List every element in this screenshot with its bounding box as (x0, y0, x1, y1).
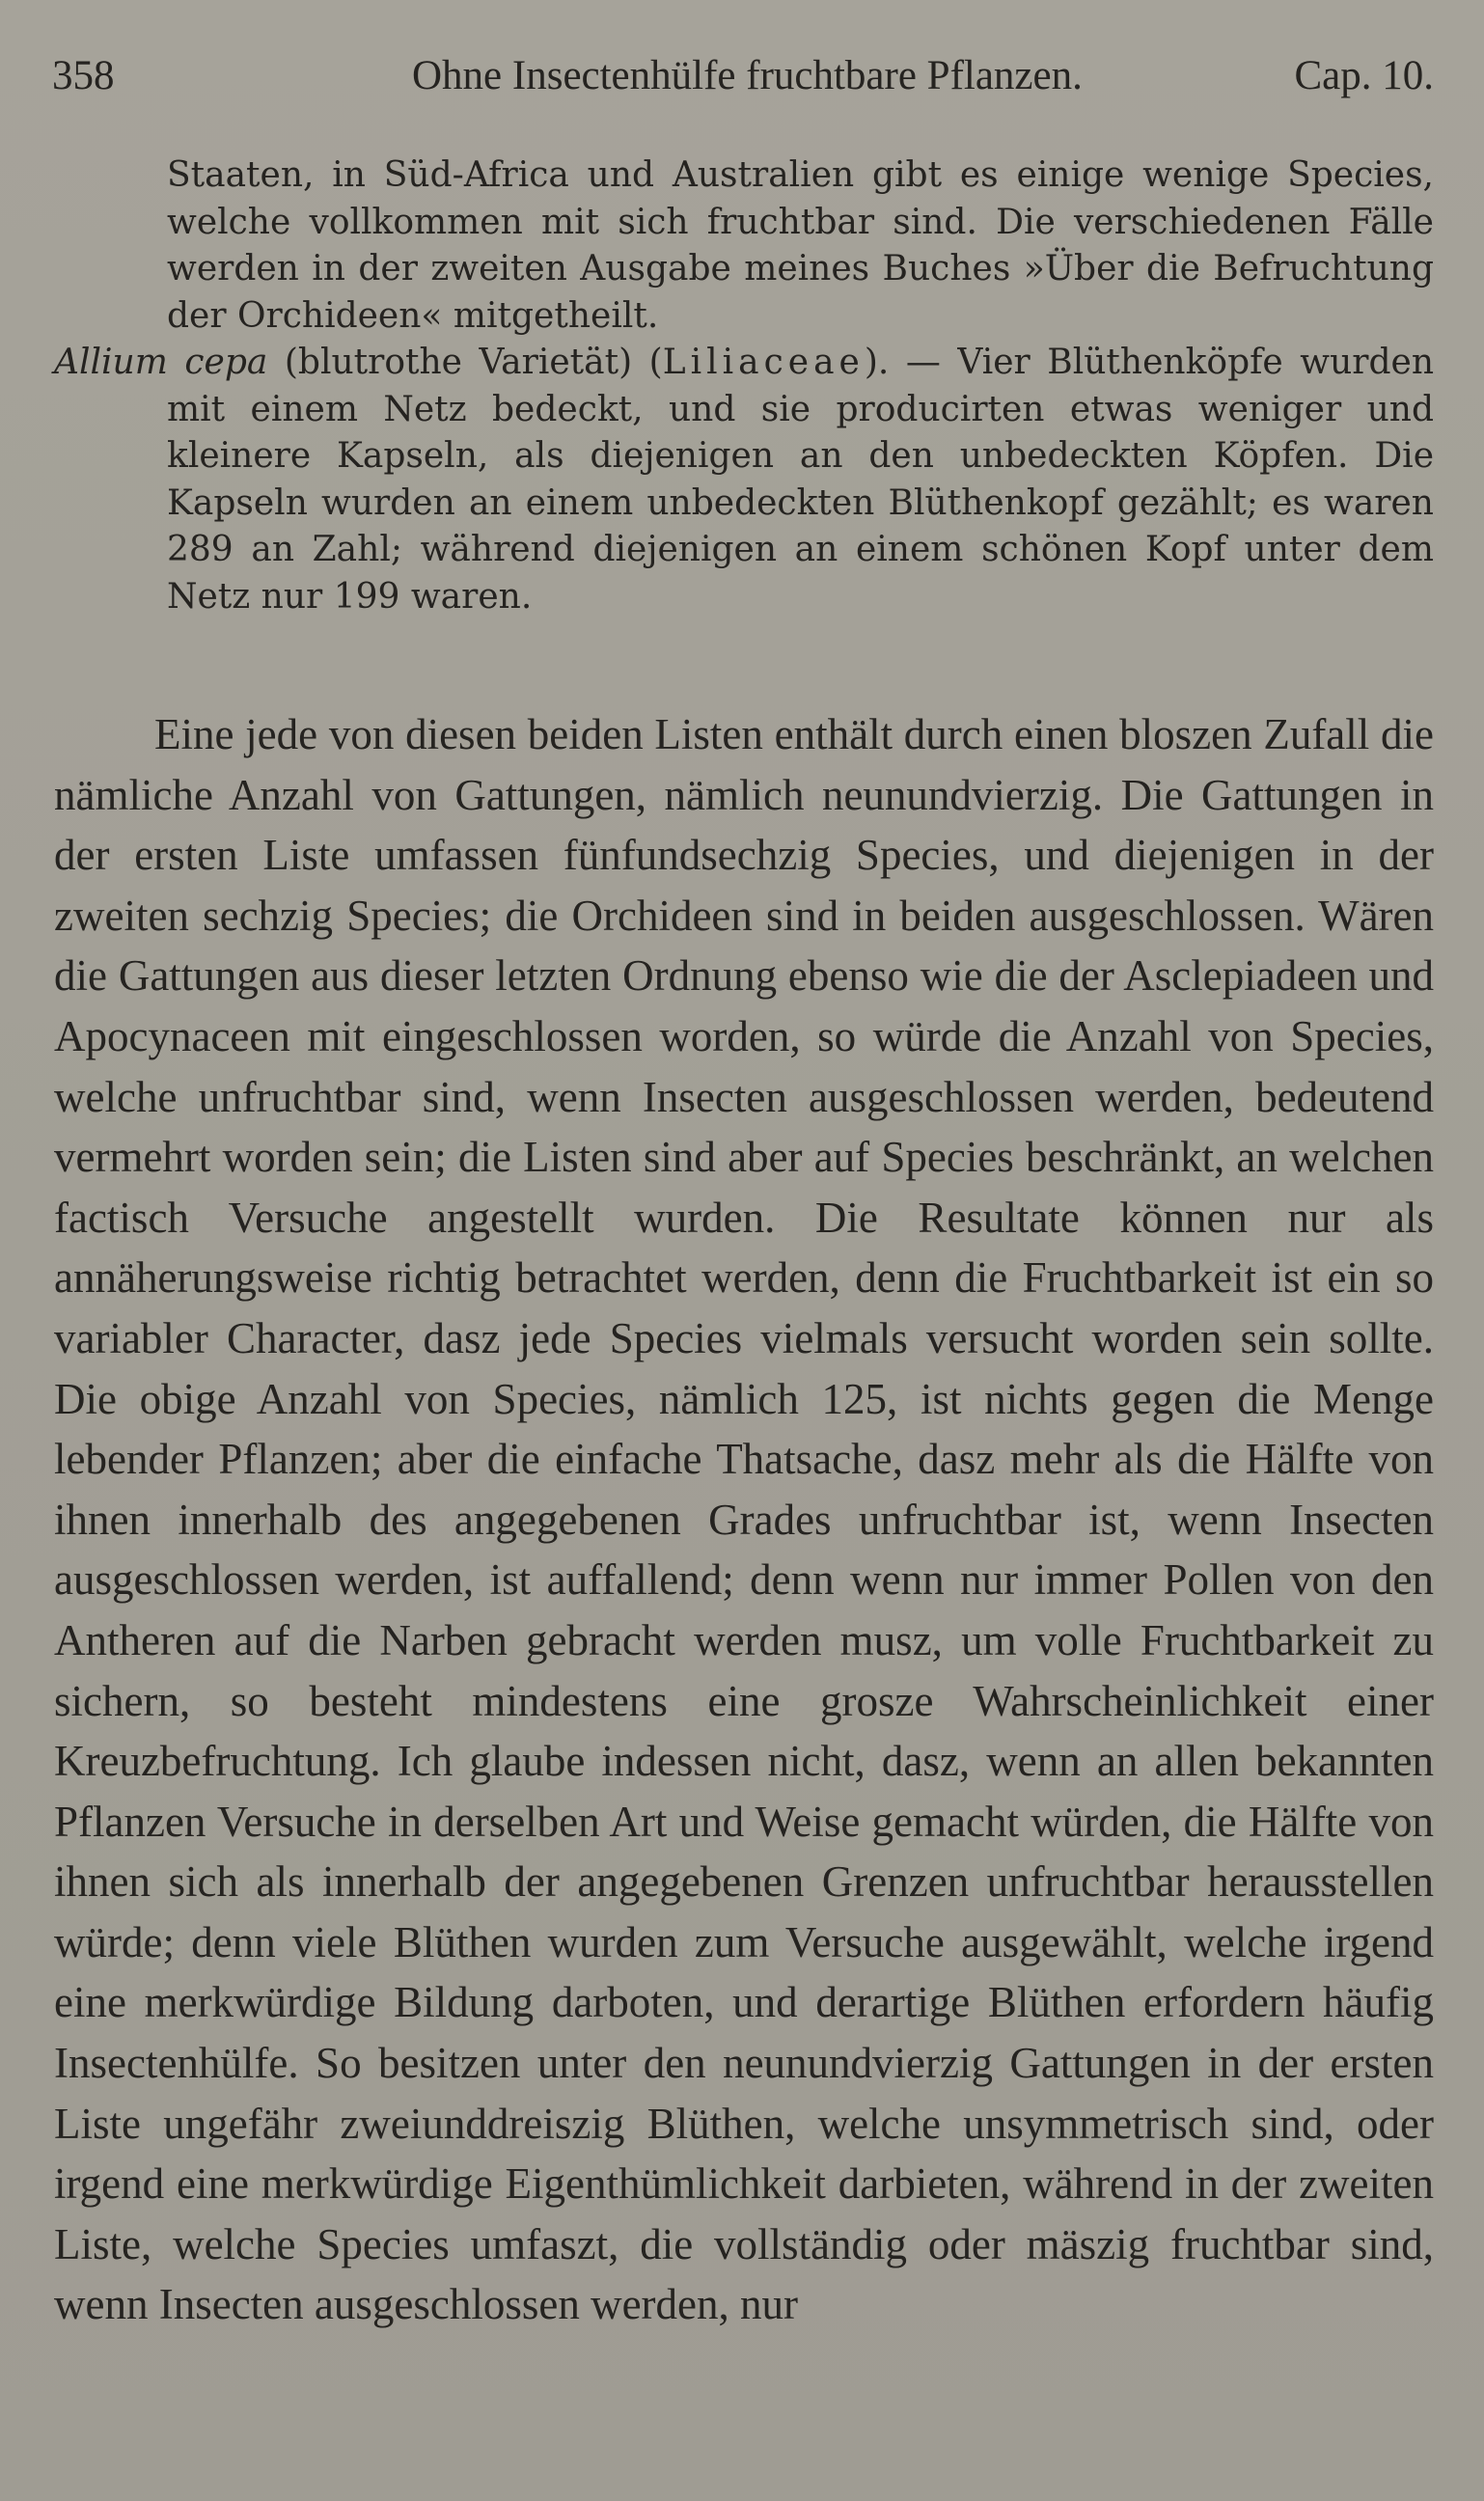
orchid-entry-text: Staaten, in Süd-Africa und Australien gibt es einige wenige Species, welche vollkommen mit sich fruchtbar sind. Die verschiedenen Fälle werden in der zweiten Ausgabe meines Buches »Über die Befruchtung der Orchideen« mitgetheilt. (167, 155, 1434, 336)
page-number: 358 (52, 53, 115, 98)
allium-entry-text: ). — Vier Blüthenköpfe wurden mit einem Netz bedeckt, und sie producirten etwas weniger und kleinere Kapseln, als diejenigen an den unbedeckten Köpfen. Die Kapseln wurden an einem unbedeckten Blüthenkopf gezählt; es waren 289 an Zahl; während diejenigen an einem schönen Kopf unter dem Netz nur 199 waren. (167, 343, 1434, 617)
species-name: Allium cepa (54, 343, 268, 382)
allium-entry (54, 340, 1434, 620)
main-text (54, 704, 1434, 2335)
variety-note: (blutrothe Varietät) ( (267, 343, 663, 382)
species-list-continuation (54, 152, 1434, 620)
running-header (52, 52, 1434, 110)
body-paragraph: Eine jede von diesen beiden Listen enthält durch einen bloszen Zufall die nämliche Anzahl von Gattungen, nämlich neunundvierzig. Die Gattungen in der ersten Liste umfassen fünfundsechzig Species, und diejenigen in der zweiten sechzig Species; die Orchideen sind in beiden ausgeschlossen. Wären die Gattungen aus dieser letzten Ordnung ebenso wie die der Asclepiadeen und Apocynaceen mit eingeschlossen worden, so würde die Anzahl von Species, welche unfruchtbar sind, wenn Insecten ausgeschlossen werden, bedeutend vermehrt worden sein; die Listen sind aber auf Species beschränkt, an welchen factisch Versuche angestellt wurden. Die Resultate können nur als annäherungsweise richtig betrachtet werden, denn die Fruchtbarkeit ist ein so variabler Character, dasz jede Species vielmals versucht worden sein sollte. Die obige Anzahl von Species, nämlich 125, ist nichts gegen die Menge lebender Pflanzen; aber die einfache Thatsache, dasz mehr als die Hälfte von ihnen innerhalb des angegebenen Grades unfruchtbar ist, wenn Insecten ausgeschlossen werden, ist auffallend; denn wenn nur immer Pollen von den Antheren auf die Narben gebracht werden musz, um volle Fruchtbarkeit zu sichern, so besteht mindestens eine grosze Wahrscheinlichkeit einer Kreuzbefruchtung. Ich glaube indessen nicht, dasz, wenn an allen bekannten Pflanzen Versuche in derselben Art und Weise gemacht würden, die Hälfte von ihnen sich als innerhalb der angegebenen Grenzen unfruchtbar herausstellen würde; denn viele Blüthen wurden zum Versuche ausgewählt, welche irgend eine merkwürdige Bildung darboten, und derartige Blüthen erfordern häufig Insectenhülfe. So besitzen unter den neunundvierzig Gattungen in der ersten Liste ungefähr zweiunddreiszig Blüthen, welche unsymmetrisch sind, oder irgend eine merkwürdige Eigenthümlichkeit darbieten, während in der zweiten Liste, welche Species umfaszt, die vollständig oder mäszig fruchtbar sind, wenn Insecten ausgeschlossen werden, nur (54, 710, 1434, 2329)
family-name: Liliaceae (662, 343, 865, 382)
running-title: Ohne Insectenhülfe fruchtbare Pflanzen. (412, 53, 1083, 98)
chapter-label: Cap. 10. (1294, 53, 1434, 98)
